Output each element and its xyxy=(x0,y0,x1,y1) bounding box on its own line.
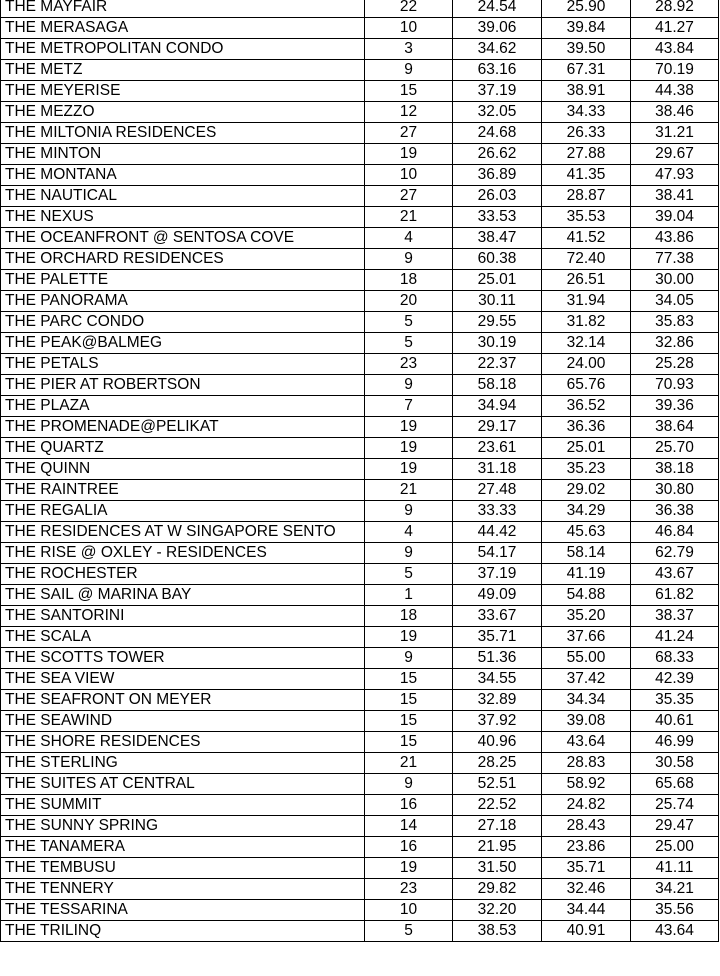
district-cell: 23 xyxy=(365,879,453,900)
district-cell: 1 xyxy=(365,585,453,606)
value-low-cell: 27.18 xyxy=(453,816,542,837)
table-row xyxy=(1,480,719,501)
value-low-cell: 33.53 xyxy=(453,207,542,228)
table-row xyxy=(1,18,719,39)
value-low-cell: 25.01 xyxy=(453,270,542,291)
value-high-cell: 42.39 xyxy=(631,669,719,690)
district-cell: 21 xyxy=(365,753,453,774)
table-row xyxy=(1,816,719,837)
project-name-cell: THE SEA VIEW xyxy=(1,669,365,690)
value-high-cell: 30.00 xyxy=(631,270,719,291)
project-name-cell: THE TANAMERA xyxy=(1,837,365,858)
district-cell: 4 xyxy=(365,522,453,543)
table-row xyxy=(1,522,719,543)
table-row xyxy=(1,228,719,249)
district-cell: 5 xyxy=(365,921,453,942)
value-low-cell: 37.92 xyxy=(453,711,542,732)
project-name-cell: THE SCALA xyxy=(1,627,365,648)
table-row xyxy=(1,207,719,228)
table-row xyxy=(1,186,719,207)
table-row xyxy=(1,438,719,459)
value-mid-cell: 26.51 xyxy=(542,270,631,291)
project-name-cell: THE ROCHESTER xyxy=(1,564,365,585)
table-row xyxy=(1,732,719,753)
project-name-cell: THE METZ xyxy=(1,60,365,81)
table-row xyxy=(1,81,719,102)
value-high-cell: 43.67 xyxy=(631,564,719,585)
value-high-cell: 65.68 xyxy=(631,774,719,795)
value-mid-cell: 39.50 xyxy=(542,39,631,60)
value-mid-cell: 31.94 xyxy=(542,291,631,312)
value-low-cell: 44.42 xyxy=(453,522,542,543)
project-name-cell: THE MERASAGA xyxy=(1,18,365,39)
table-row xyxy=(1,690,719,711)
value-mid-cell: 55.00 xyxy=(542,648,631,669)
district-cell: 22 xyxy=(365,0,453,18)
project-name-cell: THE SEAWIND xyxy=(1,711,365,732)
value-high-cell: 38.46 xyxy=(631,102,719,123)
value-mid-cell: 38.91 xyxy=(542,81,631,102)
value-low-cell: 29.55 xyxy=(453,312,542,333)
value-low-cell: 22.52 xyxy=(453,795,542,816)
district-cell: 21 xyxy=(365,207,453,228)
district-cell: 19 xyxy=(365,438,453,459)
value-mid-cell: 58.14 xyxy=(542,543,631,564)
table-row xyxy=(1,60,719,81)
value-high-cell: 46.84 xyxy=(631,522,719,543)
value-mid-cell: 65.76 xyxy=(542,375,631,396)
value-high-cell: 39.04 xyxy=(631,207,719,228)
value-mid-cell: 28.83 xyxy=(542,753,631,774)
value-high-cell: 47.93 xyxy=(631,165,719,186)
district-cell: 27 xyxy=(365,186,453,207)
table-row xyxy=(1,459,719,480)
district-cell: 15 xyxy=(365,711,453,732)
value-mid-cell: 26.33 xyxy=(542,123,631,144)
value-mid-cell: 36.52 xyxy=(542,396,631,417)
table-row xyxy=(1,354,719,375)
value-high-cell: 35.83 xyxy=(631,312,719,333)
value-high-cell: 34.21 xyxy=(631,879,719,900)
value-low-cell: 38.47 xyxy=(453,228,542,249)
table-row xyxy=(1,564,719,585)
value-low-cell: 35.71 xyxy=(453,627,542,648)
value-high-cell: 35.35 xyxy=(631,690,719,711)
value-high-cell: 29.47 xyxy=(631,816,719,837)
project-name-cell: THE MEZZO xyxy=(1,102,365,123)
table-row xyxy=(1,543,719,564)
table-row xyxy=(1,291,719,312)
value-low-cell: 32.05 xyxy=(453,102,542,123)
value-low-cell: 36.89 xyxy=(453,165,542,186)
district-cell: 19 xyxy=(365,858,453,879)
table-row xyxy=(1,312,719,333)
district-cell: 16 xyxy=(365,795,453,816)
value-low-cell: 26.03 xyxy=(453,186,542,207)
table-row xyxy=(1,123,719,144)
value-low-cell: 32.20 xyxy=(453,900,542,921)
table-row xyxy=(1,648,719,669)
value-high-cell: 41.24 xyxy=(631,627,719,648)
value-mid-cell: 23.86 xyxy=(542,837,631,858)
value-low-cell: 29.82 xyxy=(453,879,542,900)
table-row xyxy=(1,375,719,396)
value-mid-cell: 36.36 xyxy=(542,417,631,438)
table-row xyxy=(1,837,719,858)
value-low-cell: 30.11 xyxy=(453,291,542,312)
value-high-cell: 25.28 xyxy=(631,354,719,375)
value-low-cell: 24.68 xyxy=(453,123,542,144)
district-cell: 19 xyxy=(365,417,453,438)
value-high-cell: 70.93 xyxy=(631,375,719,396)
project-name-cell: THE TENNERY xyxy=(1,879,365,900)
value-low-cell: 21.95 xyxy=(453,837,542,858)
table-row xyxy=(1,102,719,123)
table-row xyxy=(1,249,719,270)
value-high-cell: 36.38 xyxy=(631,501,719,522)
project-name-cell: THE METROPOLITAN CONDO xyxy=(1,39,365,60)
district-cell: 15 xyxy=(365,669,453,690)
table-row xyxy=(1,669,719,690)
project-name-cell: THE MONTANA xyxy=(1,165,365,186)
value-mid-cell: 35.71 xyxy=(542,858,631,879)
district-cell: 15 xyxy=(365,81,453,102)
value-mid-cell: 32.46 xyxy=(542,879,631,900)
value-low-cell: 54.17 xyxy=(453,543,542,564)
project-name-cell: THE SHORE RESIDENCES xyxy=(1,732,365,753)
project-name-cell: THE PALETTE xyxy=(1,270,365,291)
district-cell: 9 xyxy=(365,60,453,81)
project-name-cell: THE SUNNY SPRING xyxy=(1,816,365,837)
project-name-cell: THE TRILINQ xyxy=(1,921,365,942)
district-cell: 18 xyxy=(365,606,453,627)
value-low-cell: 30.19 xyxy=(453,333,542,354)
value-high-cell: 41.11 xyxy=(631,858,719,879)
value-low-cell: 34.62 xyxy=(453,39,542,60)
value-low-cell: 24.54 xyxy=(453,0,542,18)
district-cell: 3 xyxy=(365,39,453,60)
value-mid-cell: 34.29 xyxy=(542,501,631,522)
project-name-cell: THE PEAK@BALMEG xyxy=(1,333,365,354)
district-cell: 19 xyxy=(365,459,453,480)
value-low-cell: 28.25 xyxy=(453,753,542,774)
value-low-cell: 31.50 xyxy=(453,858,542,879)
district-cell: 9 xyxy=(365,648,453,669)
table-row xyxy=(1,165,719,186)
district-cell: 9 xyxy=(365,249,453,270)
table-row xyxy=(1,753,719,774)
value-mid-cell: 32.14 xyxy=(542,333,631,354)
value-high-cell: 32.86 xyxy=(631,333,719,354)
value-low-cell: 39.06 xyxy=(453,18,542,39)
value-high-cell: 77.38 xyxy=(631,249,719,270)
district-cell: 10 xyxy=(365,165,453,186)
project-name-cell: THE PIER AT ROBERTSON xyxy=(1,375,365,396)
value-mid-cell: 25.01 xyxy=(542,438,631,459)
value-mid-cell: 27.88 xyxy=(542,144,631,165)
value-high-cell: 29.67 xyxy=(631,144,719,165)
value-mid-cell: 37.42 xyxy=(542,669,631,690)
value-mid-cell: 43.64 xyxy=(542,732,631,753)
value-low-cell: 37.19 xyxy=(453,81,542,102)
project-name-cell: THE PROMENADE@PELIKAT xyxy=(1,417,365,438)
value-mid-cell: 34.44 xyxy=(542,900,631,921)
value-high-cell: 38.18 xyxy=(631,459,719,480)
value-mid-cell: 34.33 xyxy=(542,102,631,123)
value-high-cell: 35.56 xyxy=(631,900,719,921)
value-high-cell: 43.84 xyxy=(631,39,719,60)
project-name-cell: THE SUMMIT xyxy=(1,795,365,816)
value-mid-cell: 37.66 xyxy=(542,627,631,648)
table-row xyxy=(1,39,719,60)
project-name-cell: THE RISE @ OXLEY - RESIDENCES xyxy=(1,543,365,564)
district-cell: 12 xyxy=(365,102,453,123)
district-cell: 5 xyxy=(365,564,453,585)
table-row xyxy=(1,585,719,606)
table-row xyxy=(1,900,719,921)
value-high-cell: 38.64 xyxy=(631,417,719,438)
value-high-cell: 70.19 xyxy=(631,60,719,81)
table-row xyxy=(1,333,719,354)
project-name-cell: THE RESIDENCES AT W SINGAPORE SENTO xyxy=(1,522,365,543)
district-cell: 21 xyxy=(365,480,453,501)
value-high-cell: 31.21 xyxy=(631,123,719,144)
value-low-cell: 26.62 xyxy=(453,144,542,165)
value-low-cell: 58.18 xyxy=(453,375,542,396)
project-name-cell: THE NEXUS xyxy=(1,207,365,228)
project-name-cell: THE STERLING xyxy=(1,753,365,774)
table-row xyxy=(1,396,719,417)
value-mid-cell: 67.31 xyxy=(542,60,631,81)
value-mid-cell: 39.84 xyxy=(542,18,631,39)
value-low-cell: 34.94 xyxy=(453,396,542,417)
table-row xyxy=(1,858,719,879)
table-row xyxy=(1,270,719,291)
value-high-cell: 43.64 xyxy=(631,921,719,942)
table-row xyxy=(1,627,719,648)
district-cell: 5 xyxy=(365,312,453,333)
value-low-cell: 63.16 xyxy=(453,60,542,81)
value-high-cell: 38.37 xyxy=(631,606,719,627)
district-cell: 7 xyxy=(365,396,453,417)
value-mid-cell: 58.92 xyxy=(542,774,631,795)
project-name-cell: THE SUITES AT CENTRAL xyxy=(1,774,365,795)
table-row xyxy=(1,417,719,438)
project-name-cell: THE OCEANFRONT @ SENTOSA COVE xyxy=(1,228,365,249)
district-cell: 10 xyxy=(365,18,453,39)
table-row xyxy=(1,774,719,795)
value-low-cell: 32.89 xyxy=(453,690,542,711)
table-row xyxy=(1,921,719,942)
project-name-cell: THE PETALS xyxy=(1,354,365,375)
project-name-cell: THE MAYFAIR xyxy=(1,0,365,18)
value-high-cell: 62.79 xyxy=(631,543,719,564)
value-high-cell: 25.70 xyxy=(631,438,719,459)
district-cell: 16 xyxy=(365,837,453,858)
value-mid-cell: 29.02 xyxy=(542,480,631,501)
table-row xyxy=(1,711,719,732)
value-low-cell: 31.18 xyxy=(453,459,542,480)
project-name-cell: THE MILTONIA RESIDENCES xyxy=(1,123,365,144)
value-mid-cell: 28.43 xyxy=(542,816,631,837)
value-mid-cell: 40.91 xyxy=(542,921,631,942)
project-name-cell: THE SCOTTS TOWER xyxy=(1,648,365,669)
value-high-cell: 25.74 xyxy=(631,795,719,816)
district-cell: 10 xyxy=(365,900,453,921)
value-high-cell: 34.05 xyxy=(631,291,719,312)
value-mid-cell: 41.35 xyxy=(542,165,631,186)
value-high-cell: 25.00 xyxy=(631,837,719,858)
value-low-cell: 27.48 xyxy=(453,480,542,501)
project-name-cell: THE REGALIA xyxy=(1,501,365,522)
district-cell: 9 xyxy=(365,543,453,564)
district-cell: 23 xyxy=(365,354,453,375)
value-high-cell: 38.41 xyxy=(631,186,719,207)
value-high-cell: 44.38 xyxy=(631,81,719,102)
value-mid-cell: 45.63 xyxy=(542,522,631,543)
value-mid-cell: 25.90 xyxy=(542,0,631,18)
district-cell: 27 xyxy=(365,123,453,144)
value-mid-cell: 24.82 xyxy=(542,795,631,816)
value-high-cell: 30.58 xyxy=(631,753,719,774)
value-high-cell: 43.86 xyxy=(631,228,719,249)
value-mid-cell: 72.40 xyxy=(542,249,631,270)
table-row xyxy=(1,144,719,165)
value-high-cell: 30.80 xyxy=(631,480,719,501)
value-low-cell: 29.17 xyxy=(453,417,542,438)
value-high-cell: 28.92 xyxy=(631,0,719,18)
value-low-cell: 33.33 xyxy=(453,501,542,522)
value-high-cell: 39.36 xyxy=(631,396,719,417)
value-mid-cell: 35.23 xyxy=(542,459,631,480)
value-mid-cell: 54.88 xyxy=(542,585,631,606)
district-cell: 15 xyxy=(365,732,453,753)
value-high-cell: 40.61 xyxy=(631,711,719,732)
project-name-cell: THE ORCHARD RESIDENCES xyxy=(1,249,365,270)
value-low-cell: 40.96 xyxy=(453,732,542,753)
value-mid-cell: 28.87 xyxy=(542,186,631,207)
value-high-cell: 61.82 xyxy=(631,585,719,606)
value-low-cell: 60.38 xyxy=(453,249,542,270)
district-cell: 19 xyxy=(365,144,453,165)
table-row xyxy=(1,795,719,816)
value-low-cell: 33.67 xyxy=(453,606,542,627)
table-row xyxy=(1,879,719,900)
value-mid-cell: 41.19 xyxy=(542,564,631,585)
district-cell: 9 xyxy=(365,375,453,396)
project-name-cell: THE SANTORINI xyxy=(1,606,365,627)
district-cell: 9 xyxy=(365,501,453,522)
district-cell: 19 xyxy=(365,627,453,648)
district-cell: 9 xyxy=(365,774,453,795)
value-mid-cell: 35.53 xyxy=(542,207,631,228)
value-low-cell: 51.36 xyxy=(453,648,542,669)
project-name-cell: THE PARC CONDO xyxy=(1,312,365,333)
value-mid-cell: 31.82 xyxy=(542,312,631,333)
project-name-cell: THE SEAFRONT ON MEYER xyxy=(1,690,365,711)
value-low-cell: 49.09 xyxy=(453,585,542,606)
project-name-cell: THE QUARTZ xyxy=(1,438,365,459)
project-name-cell: THE TESSARINA xyxy=(1,900,365,921)
value-low-cell: 38.53 xyxy=(453,921,542,942)
value-high-cell: 46.99 xyxy=(631,732,719,753)
value-high-cell: 68.33 xyxy=(631,648,719,669)
value-low-cell: 23.61 xyxy=(453,438,542,459)
project-name-cell: THE TEMBUSU xyxy=(1,858,365,879)
district-cell: 14 xyxy=(365,816,453,837)
value-mid-cell: 41.52 xyxy=(542,228,631,249)
value-mid-cell: 24.00 xyxy=(542,354,631,375)
value-low-cell: 37.19 xyxy=(453,564,542,585)
project-name-cell: THE PLAZA xyxy=(1,396,365,417)
value-low-cell: 52.51 xyxy=(453,774,542,795)
project-name-cell: THE QUINN xyxy=(1,459,365,480)
table-row xyxy=(1,0,719,18)
value-mid-cell: 34.34 xyxy=(542,690,631,711)
table-body xyxy=(1,0,719,942)
value-mid-cell: 35.20 xyxy=(542,606,631,627)
district-cell: 5 xyxy=(365,333,453,354)
value-low-cell: 34.55 xyxy=(453,669,542,690)
district-cell: 15 xyxy=(365,690,453,711)
value-high-cell: 41.27 xyxy=(631,18,719,39)
district-cell: 4 xyxy=(365,228,453,249)
district-cell: 18 xyxy=(365,270,453,291)
district-cell: 20 xyxy=(365,291,453,312)
project-name-cell: THE MINTON xyxy=(1,144,365,165)
project-name-cell: THE MEYERISE xyxy=(1,81,365,102)
project-name-cell: THE PANORAMA xyxy=(1,291,365,312)
table-row xyxy=(1,501,719,522)
project-name-cell: THE NAUTICAL xyxy=(1,186,365,207)
value-low-cell: 22.37 xyxy=(453,354,542,375)
table-row xyxy=(1,606,719,627)
project-name-cell: THE RAINTREE xyxy=(1,480,365,501)
value-mid-cell: 39.08 xyxy=(542,711,631,732)
project-name-cell: THE SAIL @ MARINA BAY xyxy=(1,585,365,606)
